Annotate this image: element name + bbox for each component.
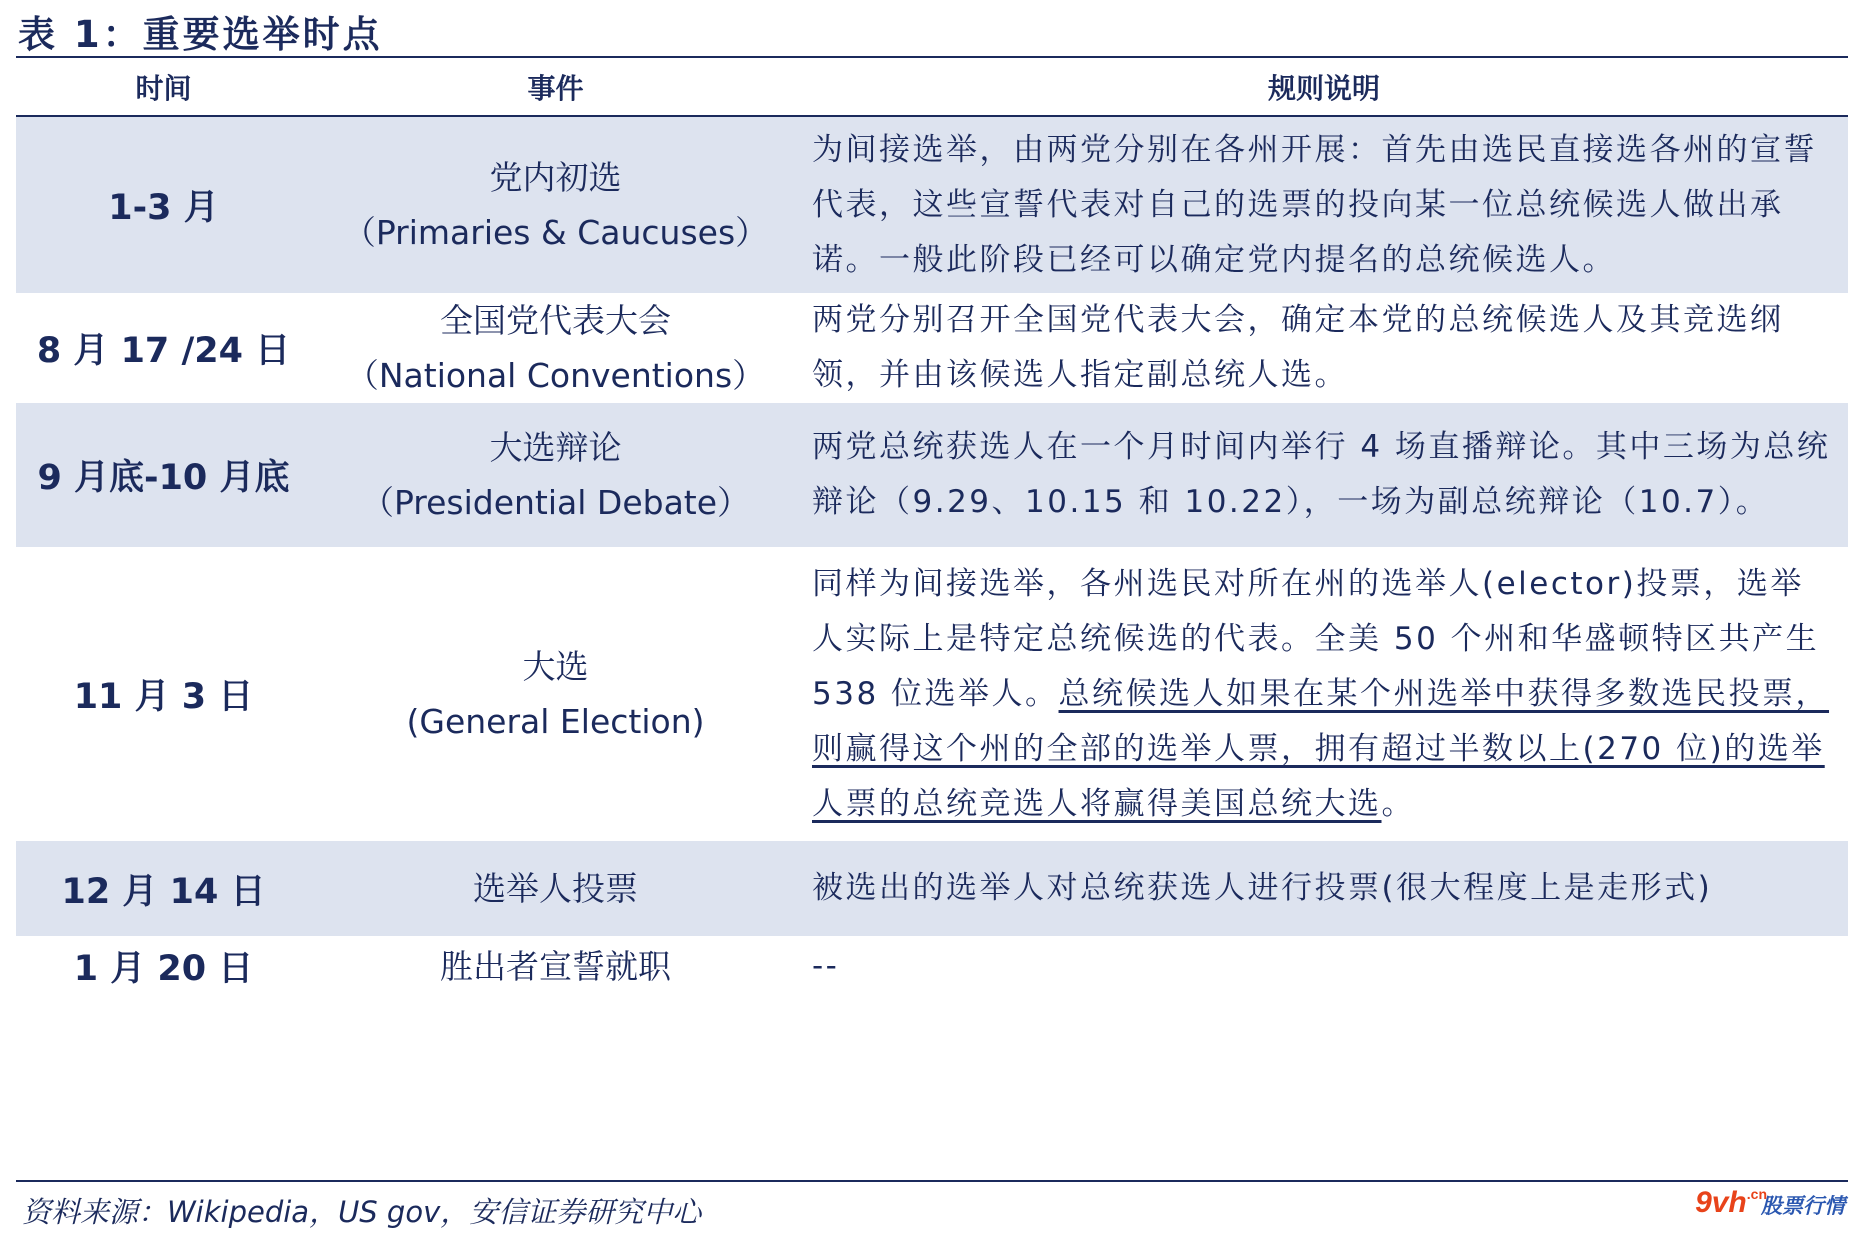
row-time: 8 月 17 /24 日: [36, 331, 291, 371]
header-rules: 规则说明: [1267, 71, 1380, 105]
row-description-main: 同样为间接选举，各州选民对所在州的选举人(elector)投票，选举人实际上是特定总统候选的代表。全美 50 个州和华盛顿特区共产生 538 位选举人。: [812, 565, 1820, 712]
header-event: 事件: [527, 71, 584, 105]
row-time: 1-3 月: [108, 188, 219, 228]
row-event-en: （Primaries & Caucuses）: [342, 213, 769, 252]
row-description-main: --: [812, 947, 840, 984]
row-description-underlined: 总统候选人如果在某个州选举中获得多数选民投票，则赢得这个州的全部的选举人票，拥有超过半数以上(270 位)的选举人票的总统竞选人将赢得美国总统大选: [812, 675, 1830, 822]
row-time: 9 月底-10 月底: [37, 458, 290, 498]
row-event-en: （National Conventions）: [345, 356, 766, 395]
row-description-text: [812, 939, 839, 994]
table-bottom-rule: [16, 1180, 1848, 1182]
row-description: [812, 841, 1848, 936]
row-description-main: 被选出的选举人对总统获选人进行投票(很大程度上是走形式): [812, 870, 1713, 906]
table-row: [16, 936, 1848, 1180]
row-description: [812, 403, 1848, 547]
row-event-cn: 党内初选: [489, 158, 622, 197]
row-description-main: 两党分别召开全国党代表大会，确定本党的总统候选人及其竞选纲领，并由该候选人指定副总统人选。: [812, 302, 1784, 393]
row-time: 12 月 14 日: [61, 871, 266, 912]
source-note: 资料来源：Wikipedia，US gov，安信证券研究中心: [22, 1195, 702, 1229]
row-description-text: [812, 123, 1832, 288]
table-title: 表 1：重要选举时点: [18, 13, 383, 56]
row-description-text: [812, 293, 1832, 403]
row-event-cn: 大选: [522, 647, 589, 686]
table-row: [16, 547, 1848, 841]
row-event-cn: 选举人投票: [473, 869, 638, 908]
row-description-text: [812, 420, 1832, 530]
row-description: [812, 547, 1848, 841]
row-description-text: [812, 861, 1712, 916]
row-description-main: 两党总统获选人在一个月时间内举行 4 场直播辩论。其中三场为总统辩论（9.29、10.15 和 10.22），一场为副总统辩论（10.7）。: [812, 429, 1831, 520]
row-event: [311, 547, 800, 841]
row-description-text: [812, 557, 1832, 832]
header-time: 时间: [135, 71, 192, 105]
table-row: [16, 403, 1848, 547]
row-description: [812, 936, 1848, 996]
table-row: [16, 841, 1848, 936]
row-event: [311, 403, 800, 547]
row-event: [311, 293, 800, 403]
row-event: [311, 841, 800, 936]
row-event-en: （Presidential Debate）: [360, 483, 751, 522]
table-row: [16, 117, 1848, 293]
row-time: 1 月 20 日: [73, 949, 254, 989]
row-event: [311, 117, 800, 293]
watermark-domain: .cn: [1746, 1186, 1767, 1202]
row-description-tail: 。: [1381, 785, 1415, 822]
watermark-name: 股票行情: [1761, 1195, 1845, 1218]
table-row: [16, 293, 1848, 403]
row-description: [812, 293, 1848, 403]
row-time: 11 月 3 日: [73, 677, 254, 717]
row-event-en: (General Election): [406, 702, 705, 741]
row-event-cn: 胜出者宣誓就职: [440, 946, 671, 986]
row-description-main: 为间接选举，由两党分别在各州开展：首先由选民直接选各州的宣誓代表，这些宣誓代表对自己的选票的投向某一位总统候选人做出承诺。一般此阶段已经可以确定党内提名的总统候选人。: [812, 131, 1817, 278]
row-event: [311, 936, 800, 996]
row-event-cn: 大选辩论: [489, 428, 622, 467]
row-event-cn: 全国党代表大会: [440, 301, 671, 340]
watermark-mark: 9vh: [1695, 1186, 1747, 1219]
row-description: [812, 117, 1848, 293]
watermark-logo: [1695, 1186, 1845, 1220]
